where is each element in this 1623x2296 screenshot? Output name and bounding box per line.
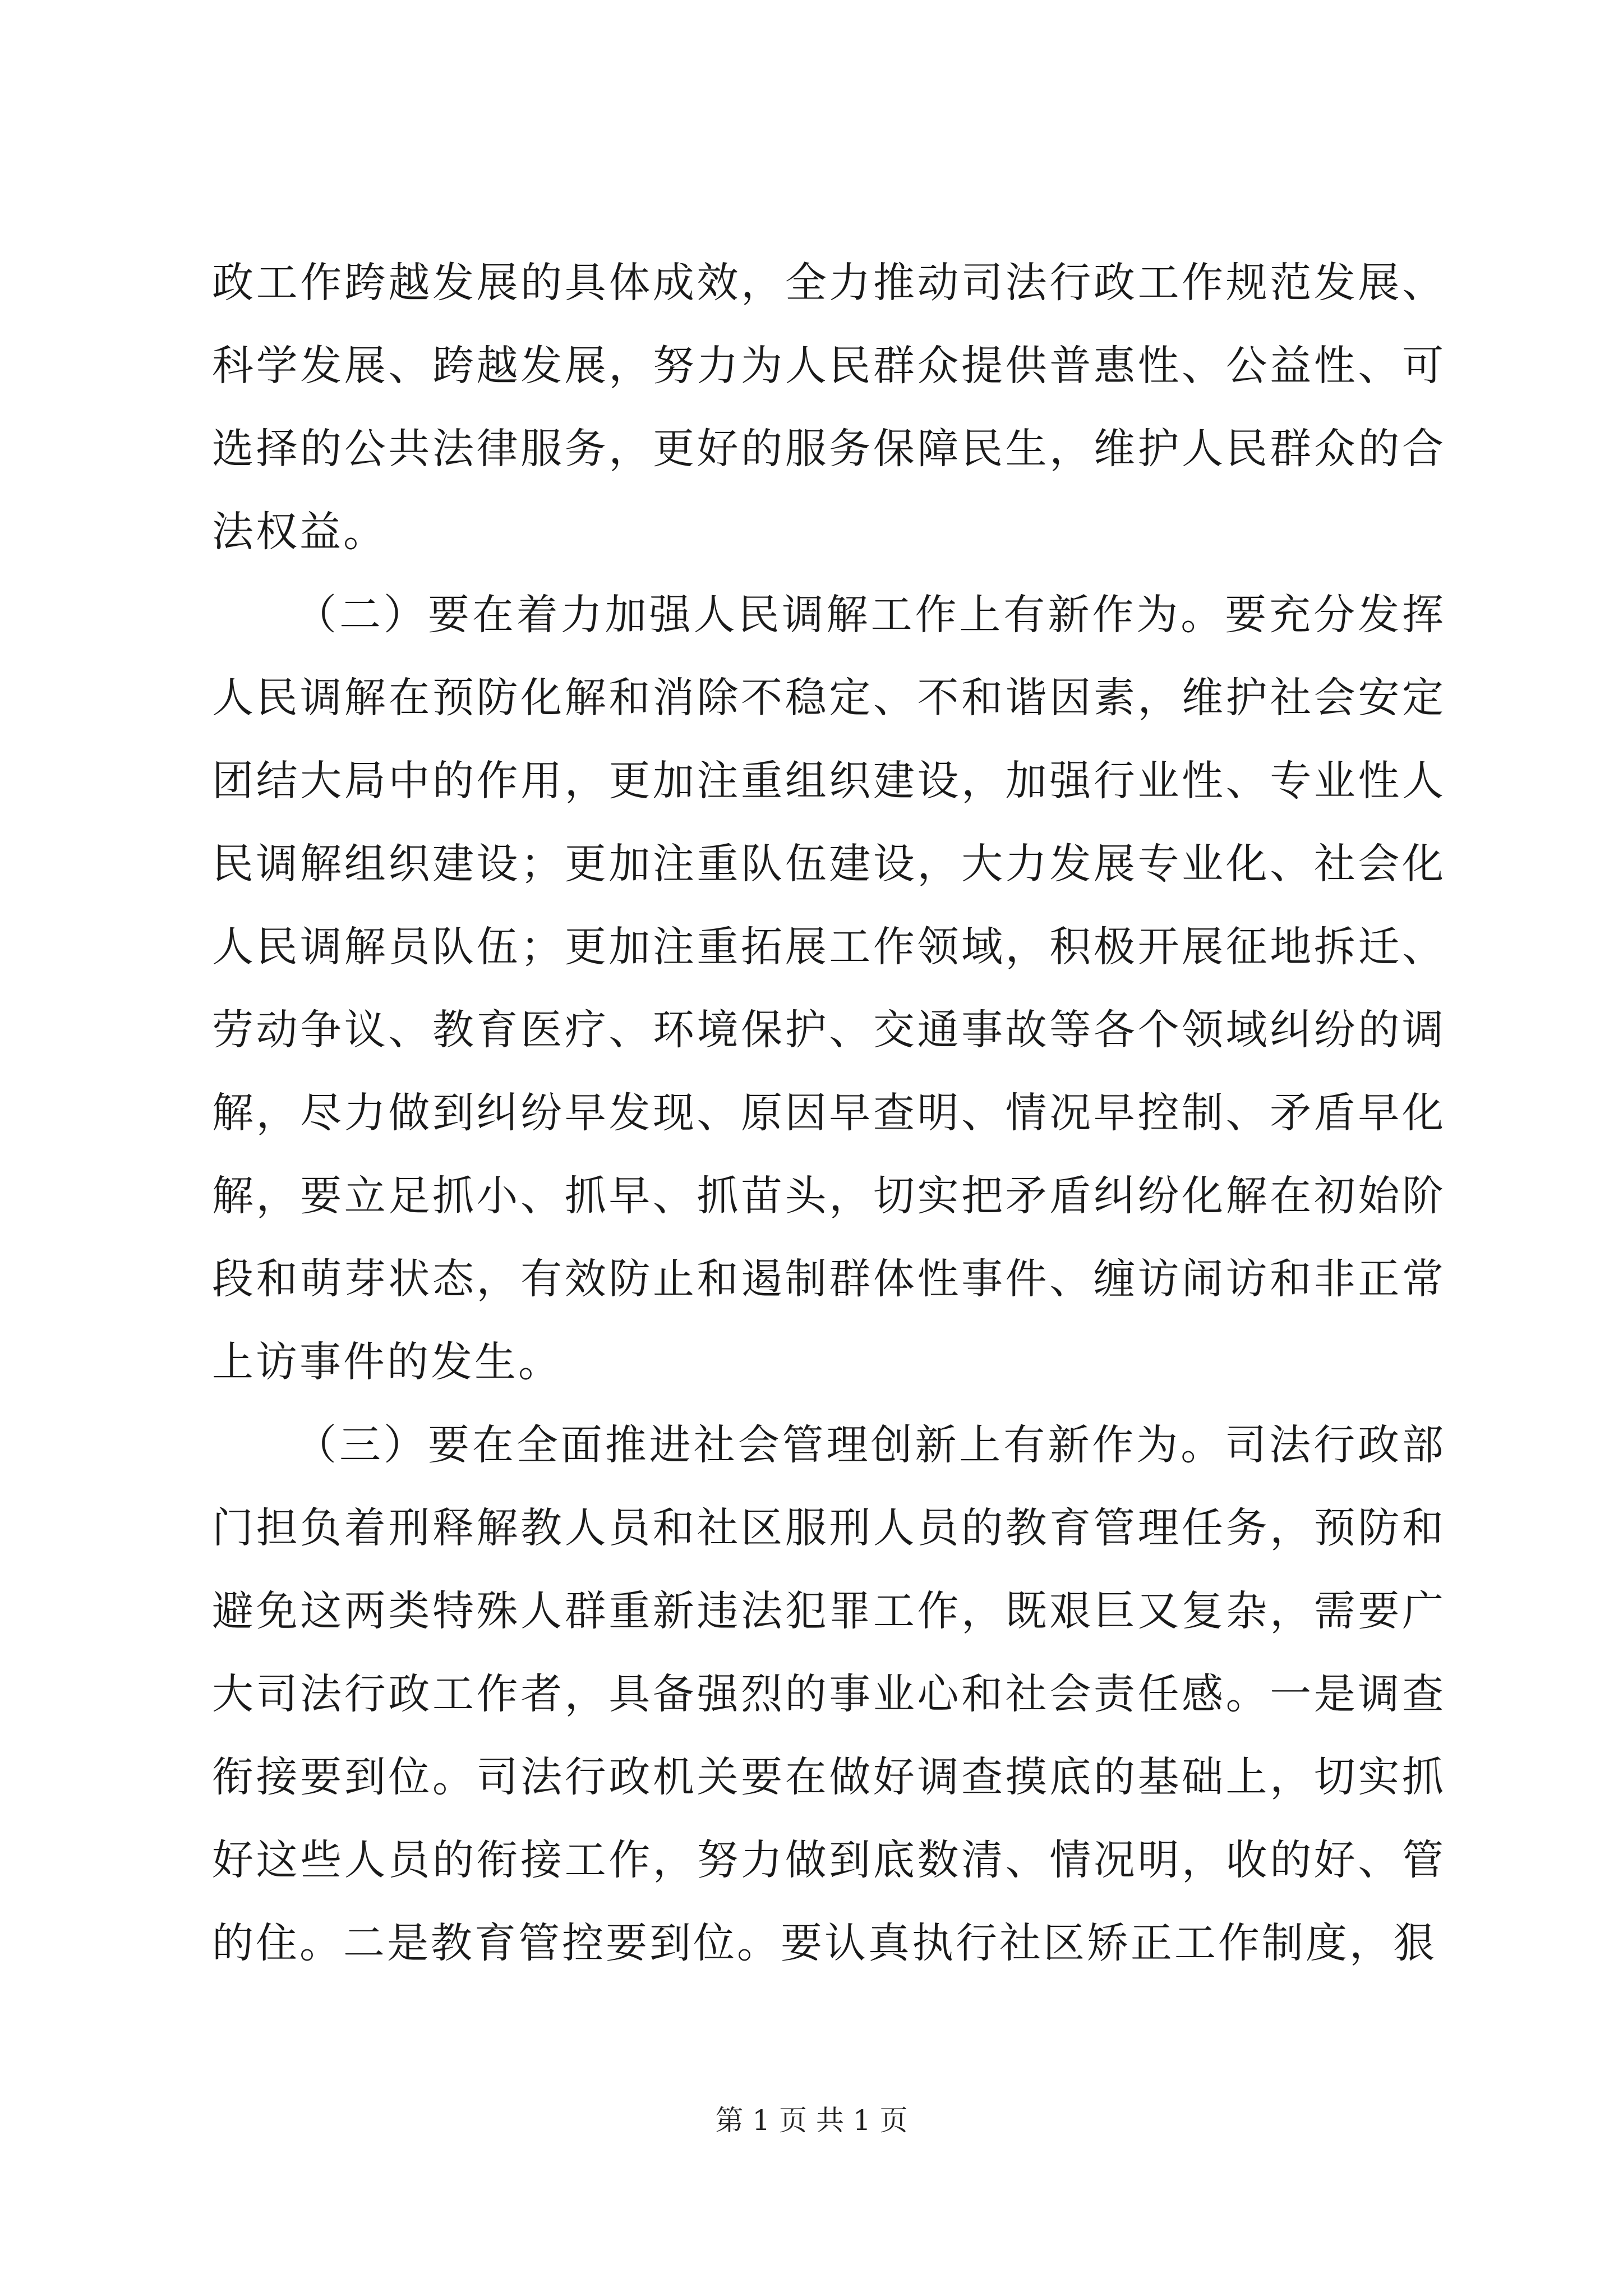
paragraph-2: （二）要在着力加强人民调解工作上有新作为。要充分发挥人民调解在预防化解和消除不稳定、不和谐因素，维护社会安定团结大局中的作用，更加注重组织建设，加强行业性、专业性人民调解组织建设；更加注重队伍建设，大力发展专业化、社会化人民调解员队伍；更加注重拓展工作领域，积极开展征地拆迁、劳动争议、教育医疗、环境保护、交通事故等各个领域纠纷的调解，尽力做到纠纷早发现、原因早查明、情况早控制、矛盾早化解，要立足抓小、抓早、抓苗头，切实把矛盾纠纷化解在初始阶段和萌芽状态，有效防止和遏制群体性事件、缠访闹访和非正常上访事件的发生。 (212, 591, 1446, 1386)
paragraph-1: 政工作跨越发展的具体成效，全力推动司法行政工作规范发展、科学发展、跨越发展，努力为人民群众提供普惠性、公益性、可选择的公共法律服务，更好的服务保障民生，维护人民群众的合法权益。 (212, 259, 1446, 556)
page-footer: 第 1 页 共 1 页 (715, 2104, 908, 2137)
paragraph-3: （三）要在全面推进社会管理创新上有新作为。司法行政部门担负着刑释解教人员和社区服刑人员的教育管理任务，预防和避免这两类特殊人群重新违法犯罪工作，既艰巨又复杂，需要广大司法行政工作者，具备强烈的事业心和社会责任感。一是调查衔接要到位。司法行政机关要在做好调查摸底的基础上，切实抓好这些人员的衔接工作，努力做到底数清、情况明，收的好、管的住。二是教育管控要到位。要认真执行社区矫正工作制度，狠 (212, 1421, 1446, 1967)
document-body (212, 241, 1446, 1985)
